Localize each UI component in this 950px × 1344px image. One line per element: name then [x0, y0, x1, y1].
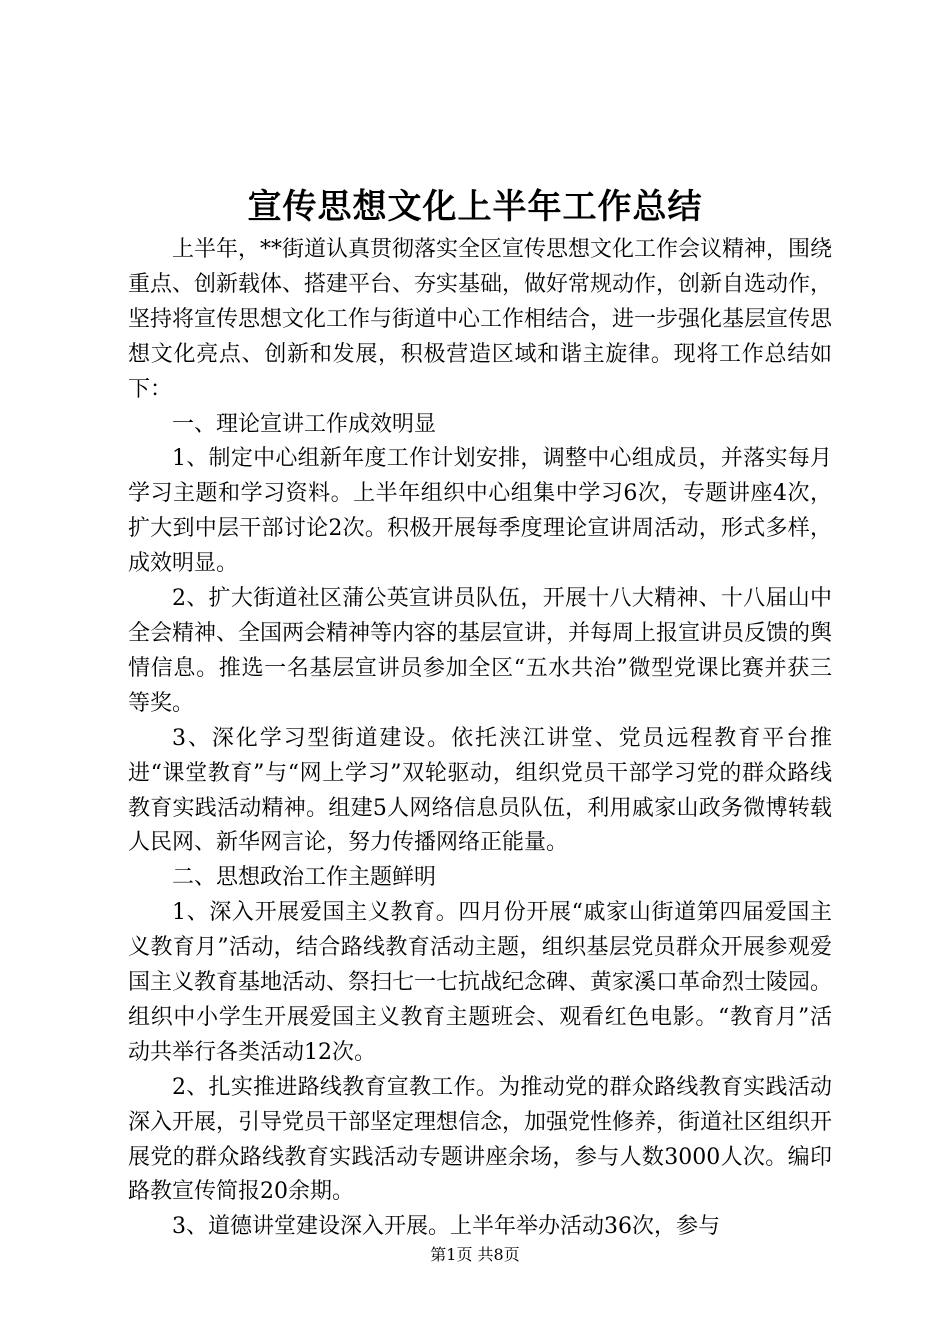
section-heading-2: 二、思想政治工作主题鲜明: [172, 865, 437, 891]
section-2-item-1: 1、深入开展爱国主义教育。四月份开展“戚家山街道第四届爱国主义教育月”活动，结合路线教育活动主题，组织基层党员群众开展参观爱国主义教育基地活动、祭扫七一七抗战纪念碑、黄家溪口革命烈士陵园。组织中小学生开展爱国主义教育主题班会、观看红色电影。“教育月”活动共举行各类活动12次。: [128, 900, 833, 1065]
document-title: 宣传思想文化上半年工作总结: [247, 187, 703, 227]
section-heading-1: 一、理论宣讲工作成效明显: [172, 411, 437, 437]
section-1-item-1: 1、制定中心组新年度工作计划安排，调整中心组成员，并落实每月学习主题和学习资料。上半年组织中心组集中学习6次，专题讲座4次，扩大到中层干部讨论2次。积极开展每季度理论宣讲周活动，形式多样，成效明显。: [128, 446, 832, 577]
section-1-item-3: 3、深化学习型街道建设。依托浃江讲堂、党员远程教育平台推进“课堂教育”与“网上学习”双轮驱动，组织党员干部学习党的群众路线教育实践活动精神。组建5人网络信息员队伍，利用戚家山政务微博转载人民网、新华网言论，努力传播网络正能量。: [128, 725, 832, 856]
section-2-item-3: 3、道德讲堂建设深入开展。上半年举办活动36次，参与: [172, 1214, 720, 1240]
section-1-item-2: 2、扩大街道社区蒲公英宣讲员队伍，开展十八大精神、十八届山中全会精神、全国两会精神等内容的基层宣讲，并每周上报宣讲员反馈的舆情信息。推选一名基层宣讲员参加全区“五水共治”微型党课比赛并获三等奖。: [128, 586, 833, 716]
page-footer: 第1页 共8页: [430, 1245, 520, 1264]
document-body: [128, 233, 832, 1245]
intro-paragraph: 上半年，**街道认真贯彻落实全区宣传思想文化工作会议精神，围绕重点、创新载体、搭建平台、夯实基础，做好常规动作，创新自选动作，坚持将宣传思想文化工作与街道中心工作相结合，进一步强化基层宣传思想文化亮点、创新和发展，积极营造区域和谐主旋律。现将工作总结如下：: [128, 237, 833, 402]
section-2-item-2: 2、扎实推进路线教育宣教工作。为推动党的群众路线教育实践活动深入开展，引导党员干部坚定理想信念，加强党性修养，街道社区组织开展党的群众路线教育实践活动专题讲座余场，参与人数3000人次。编印路教宣传简报20余期。: [128, 1074, 833, 1205]
